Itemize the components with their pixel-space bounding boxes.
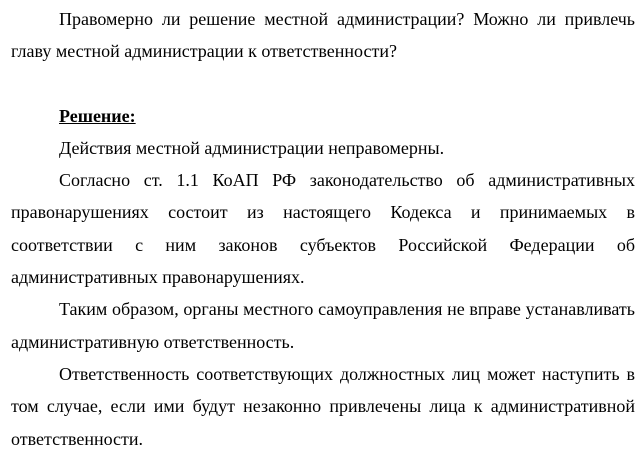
law-reference-paragraph: Согласно ст. 1.1 КоАП РФ законодательство об административных правонарушениях состоит из настоящего Кодекса и принимаемых в соответствии с ним законов субъектов Российской Федерации об административных правонарушениях. [11, 170, 635, 288]
question-paragraph: Правомерно ли решение местной администрации? Можно ли привлечь главу местной администрации к ответственности? [11, 9, 635, 62]
document-page [11, 3, 635, 455]
paragraph-spacer [11, 68, 635, 100]
solution-heading: Решение: [59, 105, 136, 126]
conclusion-paragraph: Таким образом, органы местного самоуправления не вправе устанавливать административную ответственность. [11, 299, 635, 352]
answer-paragraph: Действия местной администрации неправомерны. [59, 137, 445, 158]
responsibility-paragraph: Ответственность соответствующих должностных лиц может наступить в том случае, если ими будут незаконно привлечены лица к административной ответственности. [11, 363, 635, 449]
